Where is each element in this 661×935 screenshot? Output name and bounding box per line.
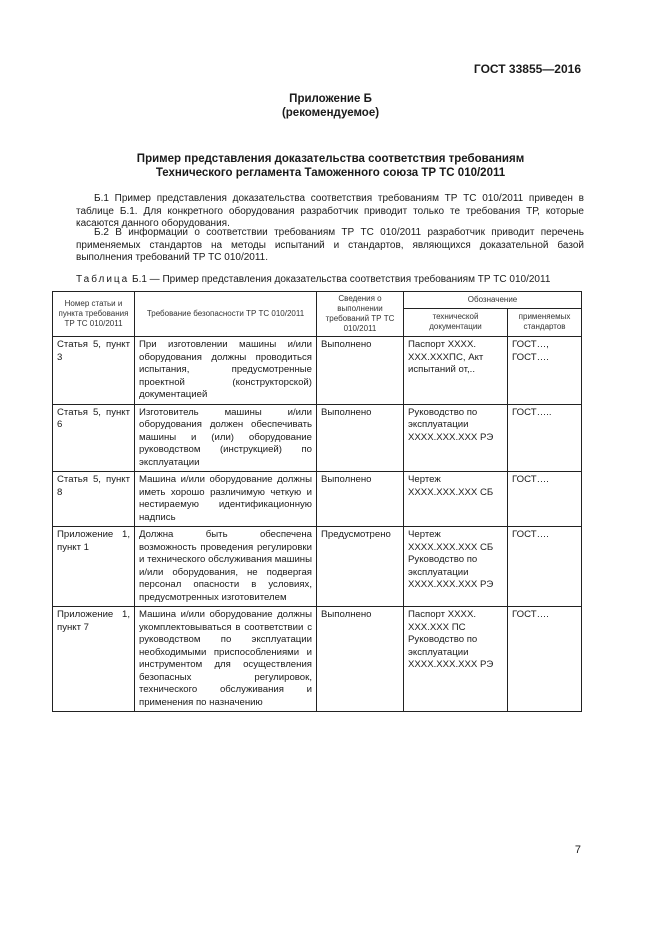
- cell-article: Приложение 1, пункт 1: [53, 527, 135, 607]
- appendix-title: Приложение Б: [289, 93, 372, 105]
- header-designation-group: Обозначение: [404, 292, 582, 309]
- cell-tech-doc: Паспорт ХХХХ. ХХХ.ХХХ ПС Руководство по эксплуатации ХХХХ.ХХХ.ХХХ РЭ: [404, 607, 508, 712]
- cell-article: Статья 5, пункт 6: [53, 404, 135, 472]
- paragraph-b1-text: Б.1 Пример представления доказательства соответствия требованиям ТР ТС 010/2011 приведен в таблице Б.1. Для конкретного оборудования разработчик приводит только те требования ТР, которые касаются данного оборудования.: [76, 193, 584, 229]
- document-code: ГОСТ 33855—2016: [473, 62, 581, 76]
- header-requirement: Требование безопасности ТР ТС 010/2011: [135, 292, 317, 337]
- cell-tech-doc: Паспорт ХХХХ. ХХХ.ХХХПС, Акт испытаний от,..: [404, 337, 508, 405]
- section-heading: [0, 152, 661, 180]
- cell-requirement: Должна быть обеспечена возможность проведения регулировки и технического обслуживания машины и/или оборудования, не подвергая персонал опасности в условиях, предусмотренных изготовителем: [135, 527, 317, 607]
- cell-requirement: Изготовитель машины и/или оборудования должен обеспечивать машины и (или) оборудование руководством (инструкцией) по эксплуатации: [135, 404, 317, 472]
- cell-standards: ГОСТ….: [508, 527, 582, 607]
- appendix-subtitle: (рекомендуемое): [281, 107, 380, 119]
- header-status: Сведения о выполнении требований ТР ТС 010/2011: [317, 292, 404, 337]
- cell-requirement: Машина и/или оборудование должны укомплектовываться в соответствии с руководством по эксплуатации необходимыми приспособлениями и инструментом для осуществления безопасных регулировок, технического обслуживания и применения по назначению: [135, 607, 317, 712]
- paragraph-b2: [76, 227, 584, 265]
- header-tech-doc: технической документации: [404, 308, 508, 336]
- cell-tech-doc: Чертеж ХХХХ.ХХХ.ХХХ СБ: [404, 472, 508, 527]
- cell-article: Статья 5, пункт 3: [53, 337, 135, 405]
- cell-tech-doc: Чертеж ХХХХ.ХХХ.ХХХ СБ Руководство по эксплуатации ХХХХ.ХХХ.ХХХ РЭ: [404, 527, 508, 607]
- heading-line-1: Пример представления доказательства соответствия требованиям: [136, 153, 525, 165]
- cell-article: Приложение 1, пункт 7: [53, 607, 135, 712]
- table-caption-label: Таблица: [76, 274, 130, 285]
- cell-article: Статья 5, пункт 8: [53, 472, 135, 527]
- cell-status: Выполнено: [317, 607, 404, 712]
- header-standards: применяемых стандартов: [508, 308, 582, 336]
- cell-requirement: При изготовлении машины и/или оборудования должны проводиться испытания, предусмотренные проектной (конструкторской) документацией: [135, 337, 317, 405]
- paragraph-b1: [76, 193, 584, 231]
- cell-standards: ГОСТ….: [508, 472, 582, 527]
- table-caption: [76, 274, 550, 285]
- cell-status: Предусмотрено: [317, 527, 404, 607]
- heading-line-2: Технического регламента Таможенного союза ТР ТС 010/2011: [155, 167, 506, 179]
- appendix-block: [0, 92, 661, 120]
- cell-standards: ГОСТ…, ГОСТ….: [508, 337, 582, 405]
- table-header-row: [53, 292, 582, 309]
- cell-status: Выполнено: [317, 404, 404, 472]
- table-row: [53, 607, 582, 712]
- table-caption-text: Б.1 — Пример представления доказательства соответствия требованиям ТР ТС 010/2011: [132, 274, 551, 285]
- table-row: [53, 404, 582, 472]
- table-row: [53, 472, 582, 527]
- cell-requirement: Машина и/или оборудование должны иметь хорошо различимую четкую и нестираемую идентификационную надпись: [135, 472, 317, 527]
- cell-status: Выполнено: [317, 337, 404, 405]
- page-number: 7: [574, 844, 581, 856]
- cell-standards: ГОСТ…..: [508, 404, 582, 472]
- header-article: Номер статьи и пункта требования ТР ТС 010/2011: [53, 292, 135, 337]
- cell-standards: ГОСТ….: [508, 607, 582, 712]
- paragraph-b2-text: Б.2 В информации о соответствии требованиям ТР ТС 010/2011 разработчик приводит перечень применяемых стандартов на методы испытаний и стандартов, являющихся доказательной базой выполнения требований ТР ТС 010/2011.: [76, 227, 584, 263]
- compliance-table: [52, 291, 582, 712]
- cell-status: Выполнено: [317, 472, 404, 527]
- cell-tech-doc: Руководство по эксплуатации ХХХХ.ХХХ.ХХХ РЭ: [404, 404, 508, 472]
- table-row: [53, 337, 582, 405]
- table-row: [53, 527, 582, 607]
